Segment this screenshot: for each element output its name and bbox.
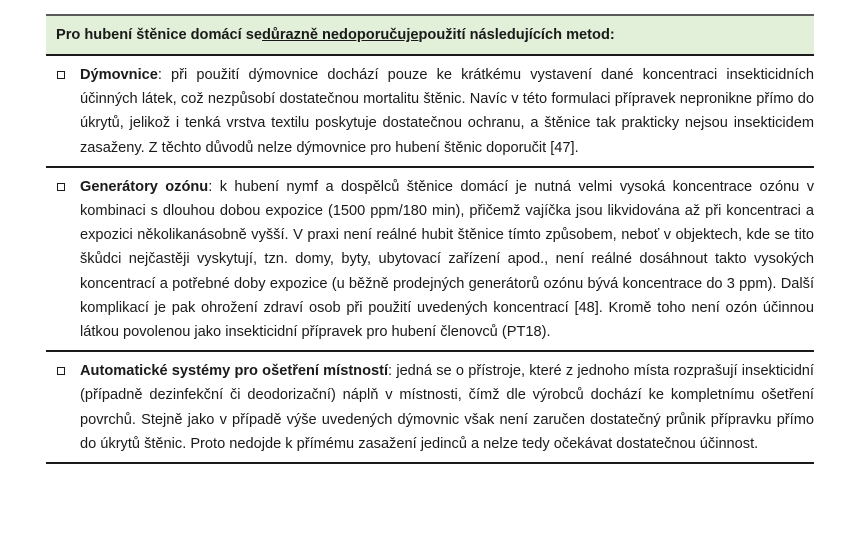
item-text: : k hubení nymf a dospělců štěnice domácí je nutná velmi vysoká koncentrace ozónu v kombinaci s dlouhou dobou expozice (1500 ppm/180 min), přičemž vajíčka jsou likvidována až při koncentraci a expozici několikanásobně vyšší. V praxi není reálné hubit štěnice tímto způsobem, neboť v objektech, kde se tito škůdci nejčastěji vyskytují, tzn. domy, byty, ubytovací zařízení apod., není reálné dosáhnout takto vysokých koncentrací a potřebné doby expozice (u běžně prodejných generátorů ozónu bývá koncentrace do 3 ppm). Další komplikací je pak ohrožení zdraví osob při použití uvedených koncentrací [48]. Kromě toho není ozón účinnou látkou povolenou jako insekticidní přípravek pro hubení členovců (PT18).: [80, 178, 814, 341]
item-term: Dýmovnice: [80, 67, 158, 83]
checkbox-icon: [57, 71, 65, 79]
item-text: : při použití dýmovnice dochází pouze ke krátkému vystavení dané koncentraci insekticidních účinných látek, což nezpůsobí dostatečnou mortalitu štěnic. Navíc v této formulaci přípravek nepronikne přímo do úkrytů, jelikož i tenká vrstva textilu poskytuje dostatečnou ochranu, a štěnice tak prakticky nejsou insekticidem zasaženy. Z těchto důvodů nelze dýmovnice pro hubení štěnic doporučit [47].: [80, 67, 814, 156]
item-term: Generátory ozónu: [80, 178, 209, 195]
header-emphasis: důrazně nedoporučuje: [262, 27, 419, 43]
checkbox-icon: [57, 183, 65, 191]
item-term: Automatické systémy pro ošetření místností: [80, 363, 389, 380]
table-header: [46, 14, 814, 56]
header-prefix: Pro hubení štěnice domácí se: [56, 27, 262, 43]
list-item-automatic-systems: [46, 352, 814, 464]
header-suffix: použití následujících metod:: [418, 27, 615, 43]
list-item-smoke-bombs: [46, 56, 814, 168]
item-text: : jedná se o přístroje, které z jednoho místa rozprašují insekticidní (případně dezinfekční či deodorizační) náplň v místnosti, čímž dle výrobců dochází ke kompletnímu ošetření povrchů. Stejně jako v případě výše uvedených dýmovnic však není zaručen dostatečný průnik přípravku přímo do úkrytů štěnic. Proto nedojde k přímému zasažení jedinců a nelze tedy očekávat dostatečnou účinnost.: [80, 363, 814, 452]
checkbox-icon: [57, 367, 65, 375]
methods-table: [46, 14, 814, 464]
list-item-ozone-generators: [46, 168, 814, 352]
